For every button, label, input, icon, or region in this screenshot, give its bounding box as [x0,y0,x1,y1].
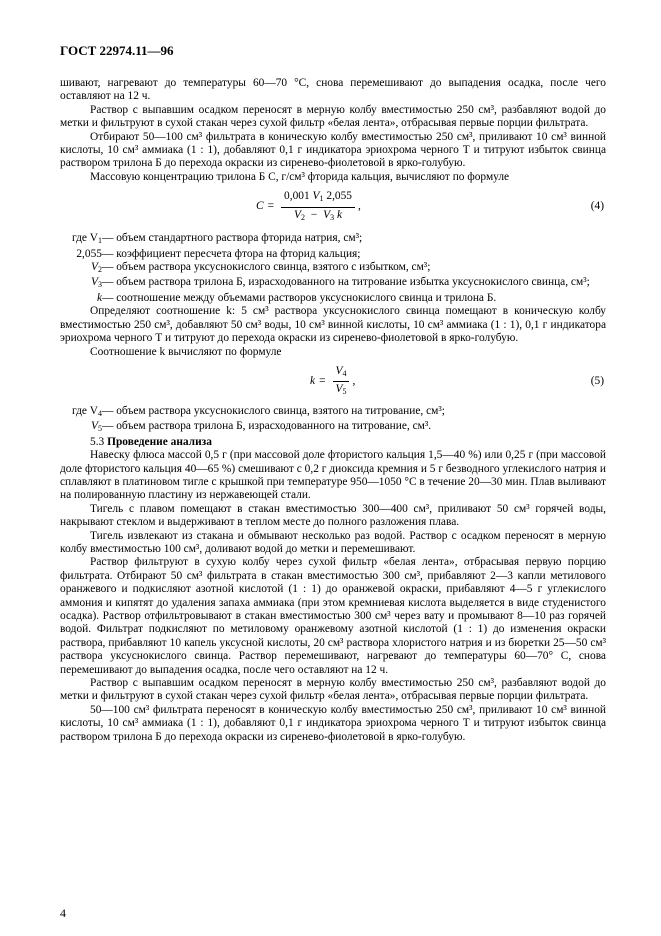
formula-sub: 2 [300,212,305,222]
definition-item [60,292,606,305]
definitions-list [60,405,606,436]
formula-denominator [333,382,350,398]
formula-minus: − [310,208,318,221]
definition-item [60,420,606,435]
formula-var: V [323,208,331,221]
formula-sub: 1 [319,194,324,204]
formula-eq: = [319,375,326,388]
equation-number: (4) [590,200,604,213]
page-number: 4 [60,906,66,920]
definition-symbol: V [91,420,98,433]
definition-text: — объем стандартного раствора фторида натрия, см³; [102,232,363,245]
formula-numerator [333,365,350,382]
formula-numerator [281,190,355,207]
paragraph: 50—100 см³ фильтрата переносят в коническую колбу вместимостью 250 см³, приливают 10 см³ винной кислоты, 10 см³ аммиака (1 : 1), добавляют 0,1 г индикатора эриохрома черного Т и титруют избыток свинца раствором трилона Б до перехода окраски из сиренево-фиолетовой в ярко-голубую. [60,703,606,743]
definition-sub: 2 [98,265,102,275]
paragraph: Массовую концентрацию трилона Б С, г/см³ фторида кальция, вычисляют по формуле [90,170,510,183]
formula-comma: , [352,375,356,388]
formula-sub: 3 [330,212,335,222]
definition-symbol: k [96,291,102,304]
definition-symbol: V [91,261,98,274]
definition-symbol: 2,055 [76,247,102,260]
formula-5 [60,359,606,405]
paragraph: Раствор с выпавшим осадком переносят в мерную колбу вместимостью 250 см³, разбавляют водой до метки и фильтруют в сухой стакан через сухой фильтр «белая лента», отбрасывая первые порции фильтрата. [60,103,606,130]
formula-4 [60,184,606,232]
section-number: 5.3 [90,435,105,448]
paragraph: Тигель извлекают из стакана и обмывают несколько раз водой. Раствор с осадком переносят в мерную колбу вместимостью 100 см³, доливают водой до метки и перемешивают. [60,529,606,555]
definition-symbol: где V [71,232,98,245]
paragraph: Раствор с выпавшим осадком переносят в мерную колбу вместимостью 250 см³, разбавляют водой до метки и фильтруют в сухой стакан через сухой фильтр «белая лента», отбрасывая первые порции фильтрата. [60,677,606,703]
paragraph: Соотношение k вычисляют по формуле [90,345,282,358]
definition-text: — объем раствора уксуснокислого свинца, взятого с избытком, см³; [102,261,431,274]
formula-sub: 4 [342,368,347,378]
document-body [60,77,606,744]
definition-text: — соотношение между объемами растворов уксуснокислого свинца и трилона Б. [102,291,497,304]
formula-var: k [336,208,343,221]
definition-text: — объем раствора уксуснокислого свинца, взятого на титрование, см³; [102,404,445,417]
formula-fraction [281,190,355,224]
formula-coef: 0,001 [284,190,310,203]
definition-sub: 5 [98,424,102,434]
formula-coef: 2,055 [326,190,353,203]
definition-text: — коэффициент пересчета фтора на фторид кальция; [102,247,361,260]
definition-text: — объем раствора трилона Б, израсходованного на титрование избытка уксуснокислого свинца, см³; [102,276,590,289]
paragraph: Раствор фильтруют в сухую колбу через сухой фильтр «белая лента», отбрасывая первую порцию фильтрата. Отбирают 50 см³ фильтрата в стакан вместимостью 300 см³, прибавляют 2—3 капли метилового оранжевого и подкисляют азотной кислотой (1 : 1) до оранжевой окраски, прибавляют 4—5 г углекислого аммония и кипятят до удаления запаха аммиака (при этом кремниевая кислота выделяется в виде студенистого осадка). Раствор отфильтровывают в стакан вместимостью 300 см³ через вату и промывают 8—10 раз горячей водой. Фильтрат подкисляют по метиловому оранжевому азотной кислотой (1 : 1) до изменения окраски раствора, прибавляют 10 капель уксусной кислоты, 20 см³ раствора хлористого натрия и из бюретки 25—50 см³ раствора уксуснокислого свинца. Раствор перемешивают, нагревают до температуры 60—70° С, снова перемешивают до выпадения осадка, после чего оставляют на 12 ч. [60,556,606,676]
formula-var: V [312,190,320,203]
definition-item [60,405,606,420]
formula-var: V [335,383,343,396]
paragraph: Определяют соотношение k: 5 см³ раствора уксуснокислого свинца помещают в коническую колбу вместимостью 250 см³, добавляют 50 см³ воды, 10 см³ винной кислоты, 10 см³ аммиака (1 : 1), 0,1 г индикатора эриохрома черного Т и титруют до перехода окраски из сиренево-фиолетовой в ярко-голубую. [60,305,606,345]
formula-lhs: k [310,375,316,388]
definition-sub: 4 [98,408,102,418]
definition-symbol: V [91,276,98,289]
paragraph: Навеску флюса массой 0,5 г (при массовой доле фтористого кальция 1,5—40 %) или 0,25 г (при массовой доле фтористого кальция 40—65 %) смешивают с 0,2 г диоксида кремния и 5 г безводного углекислого натрия и сплавляют в платиновом тигле с крышкой при температуре 950—1050 °С в течение 20—30 мин. Плав выливают на полированную пластину из нержавеющей стали. [60,449,607,502]
definition-item [60,248,606,261]
definition-item [60,232,606,247]
definition-sub: 1 [98,236,102,246]
definition-sub: 3 [98,280,102,290]
definition-text: — объем раствора трилона Б, израсходованного на титрование, см³. [102,420,432,433]
definition-symbol: где V [71,404,98,417]
formula-denominator [291,208,345,224]
standard-header: ГОСТ 22974.11—96 [60,43,174,58]
paragraph: Тигель с плавом помещают в стакан вместимостью 300—400 см³, приливают 50 см³ горячей воды, накрывают стеклом и выдерживают в теплом месте до полного разложения плава. [60,502,606,529]
formula-fraction [333,365,350,399]
formula-var: V [335,364,343,377]
formula-comma: , [358,200,361,213]
definition-item [60,276,606,291]
section-title: Проведение анализа [107,435,212,448]
definitions-list [60,232,606,305]
formula-var: V [294,208,301,221]
paragraph: шивают, нагревают до температуры 60—70 °С, снова перемешивают до выпадения осадка, после чего оставляют на 12 ч. [60,77,606,103]
paragraph: Отбирают 50—100 см³ фильтрата в коническую колбу вместимостью 250 см³, приливают 10 см³ винной кислоты, 10 см³ аммиака (1 : 1), добавляют 0,1 г индикатора эриохрома черного Т и титруют избыток свинца раствором трилона Б до перехода окраски из сиренево-фиолетовой в ярко-голубую. [60,130,606,170]
formula-lhs: C [256,200,264,213]
equation-number: (5) [590,374,604,387]
formula-sub: 5 [342,387,347,397]
formula-eq: = [267,200,275,213]
definition-item [60,261,606,276]
section-heading [60,436,606,449]
